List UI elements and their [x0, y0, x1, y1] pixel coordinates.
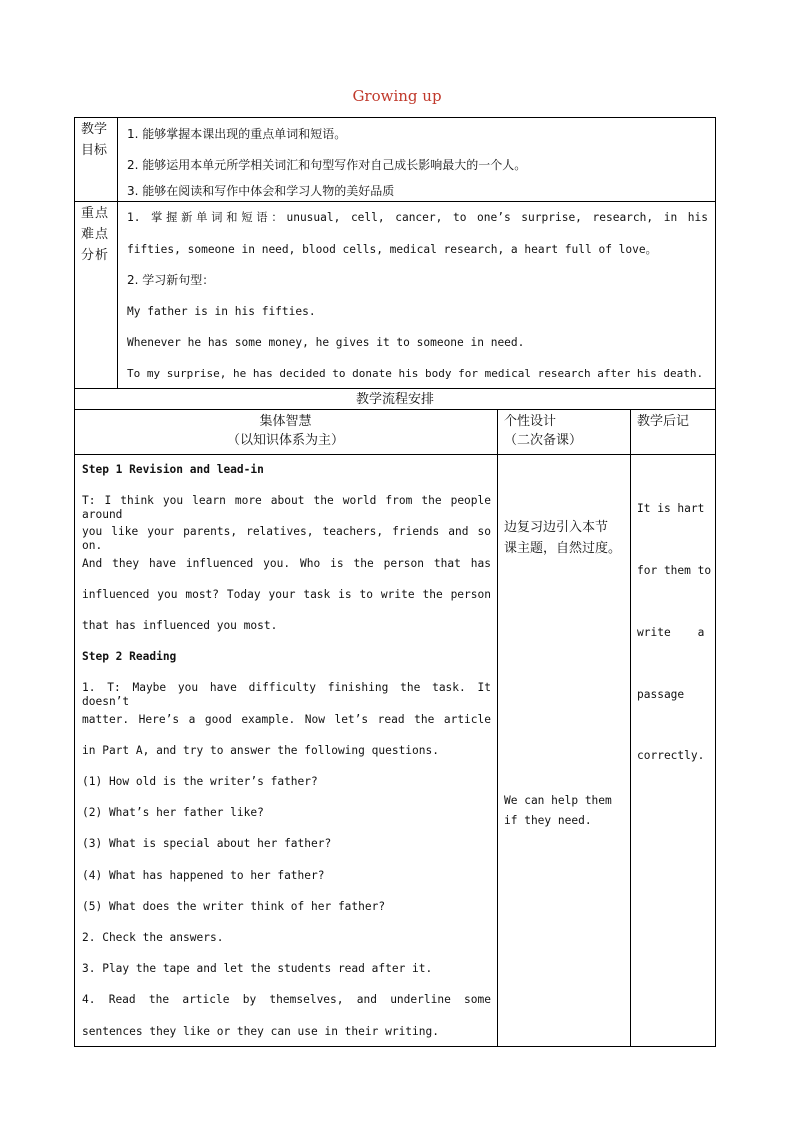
- question-item: (1) How old is the writer’s father?: [82, 775, 318, 788]
- col-header-reflection: 教学后记: [637, 414, 690, 429]
- main-line: in Part A, and try to answer the following questions.: [82, 744, 439, 757]
- step-heading: Step 1 Revision and lead-in: [82, 463, 264, 476]
- objective-item: 3. 能够在阅读和写作中体会和学习人物的美好品质: [127, 184, 395, 198]
- main-line: 4. Read the article by themselves, and underline some: [82, 993, 491, 1006]
- page-title: Growing up: [352, 87, 442, 105]
- design-note: 边复习边引入本节 课主题，自然过度。: [504, 520, 622, 556]
- divider: [74, 454, 716, 455]
- main-line: sentences they like or they can use in their writing.: [82, 1025, 439, 1038]
- objective-item: 2. 能够运用本单元所学相关词汇和句型写作对自己成长影响最大的一个人。: [127, 158, 527, 172]
- objectives-label: 教学 目标: [81, 122, 108, 158]
- question-item: (2) What’s her father like?: [82, 806, 264, 819]
- key-sentence: To my surprise, he has decided to donate his body for medical research after his death.: [127, 367, 704, 380]
- objective-item: 1. 能够掌握本课出现的重点单词和短语。: [127, 127, 347, 141]
- divider: [74, 409, 716, 410]
- main-line: 1. T: Maybe you have difficulty finishing the task. It doesn’t: [82, 681, 491, 708]
- main-line: 2. Check the answers.: [82, 931, 224, 944]
- reflection-note: It is hart for them to write a passage correctly.: [637, 502, 712, 763]
- divider: [74, 388, 716, 389]
- main-line: that has influenced you most.: [82, 619, 278, 632]
- question-item: (4) What has happened to her father?: [82, 869, 325, 882]
- key-points-item: 2. 学习新句型：: [127, 273, 215, 287]
- col-header-collective: 集体智慧 （以知识体系为主）: [226, 414, 344, 448]
- main-line: T: I think you learn more about the world from the people around: [82, 494, 491, 521]
- divider: [497, 409, 498, 1047]
- main-line: And they have influenced you. Who is the person that has: [82, 557, 491, 570]
- main-line: 3. Play the tape and let the students read after it.: [82, 962, 433, 975]
- question-item: (5) What does the writer think of her father?: [82, 900, 386, 913]
- step-heading: Step 2 Reading: [82, 650, 177, 663]
- key-sentence: Whenever he has some money, he gives it to someone in need.: [127, 336, 525, 349]
- design-note: We can help them if they need.: [504, 794, 612, 827]
- main-line: matter. Here’s a good example. Now let’s read the article: [82, 713, 491, 726]
- key-points-item: 1. 掌握新单词和短语：unusual, cell, cancer, to one’s surprise, research, in his: [127, 211, 708, 224]
- col-header-design: 个性设计 （二次备课）: [504, 414, 583, 448]
- divider: [630, 409, 631, 1047]
- question-item: (3) What is special about her father?: [82, 837, 332, 850]
- key-points-item: fifties, someone in need, blood cells, medical research, a heart full of love。: [127, 243, 657, 256]
- key-sentence: My father is in his fifties.: [127, 305, 316, 318]
- divider: [117, 117, 118, 388]
- main-line: you like your parents, relatives, teachers, friends and so on.: [82, 525, 491, 552]
- main-line: influenced you most? Today your task is to write the person: [82, 588, 491, 601]
- divider: [74, 201, 716, 202]
- key-points-label: 重点 难点 分析: [81, 206, 110, 263]
- process-header: 教学流程安排: [355, 392, 434, 407]
